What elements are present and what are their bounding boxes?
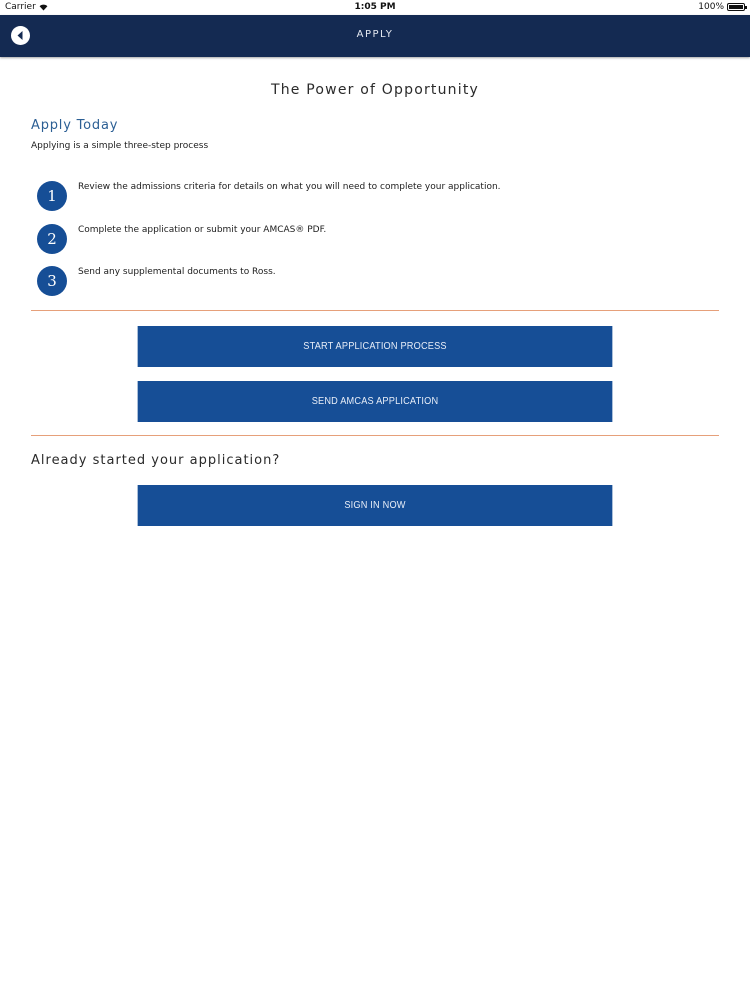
step-text: Send any supplemental documents to Ross.	[78, 267, 276, 277]
section-divider	[31, 435, 719, 436]
already-started-heading: Already started your application?	[31, 453, 281, 468]
step-item	[37, 224, 697, 256]
nav-title: APPLY	[356, 29, 394, 40]
send-amcas-button[interactable]: SEND AMCAS APPLICATION	[138, 381, 613, 422]
step-number-badge: 1	[37, 181, 67, 211]
section-subtitle: Applying is a simple three-step process	[31, 141, 209, 151]
start-application-button[interactable]: START APPLICATION PROCESS	[138, 326, 613, 367]
section-divider	[31, 310, 719, 311]
battery-icon	[727, 3, 745, 11]
status-bar	[0, 0, 750, 15]
step-text: Complete the application or submit your AMCAS® PDF.	[78, 225, 327, 235]
navigation-bar	[0, 15, 750, 57]
step-text: Review the admissions criteria for details on what you will need to complete your application.	[78, 182, 501, 192]
status-time: 1:05 PM	[354, 2, 396, 12]
battery-indicator	[698, 2, 745, 12]
battery-percentage: 100%	[698, 2, 724, 12]
section-heading: Apply Today	[31, 118, 119, 133]
step-number-badge: 2	[37, 224, 67, 254]
sign-in-button[interactable]: SIGN IN NOW	[138, 485, 613, 526]
carrier-label: Carrier	[5, 2, 36, 12]
step-number-badge: 3	[37, 266, 67, 296]
step-item	[37, 181, 697, 213]
step-item	[37, 266, 697, 298]
page-title: The Power of Opportunity	[270, 82, 480, 98]
